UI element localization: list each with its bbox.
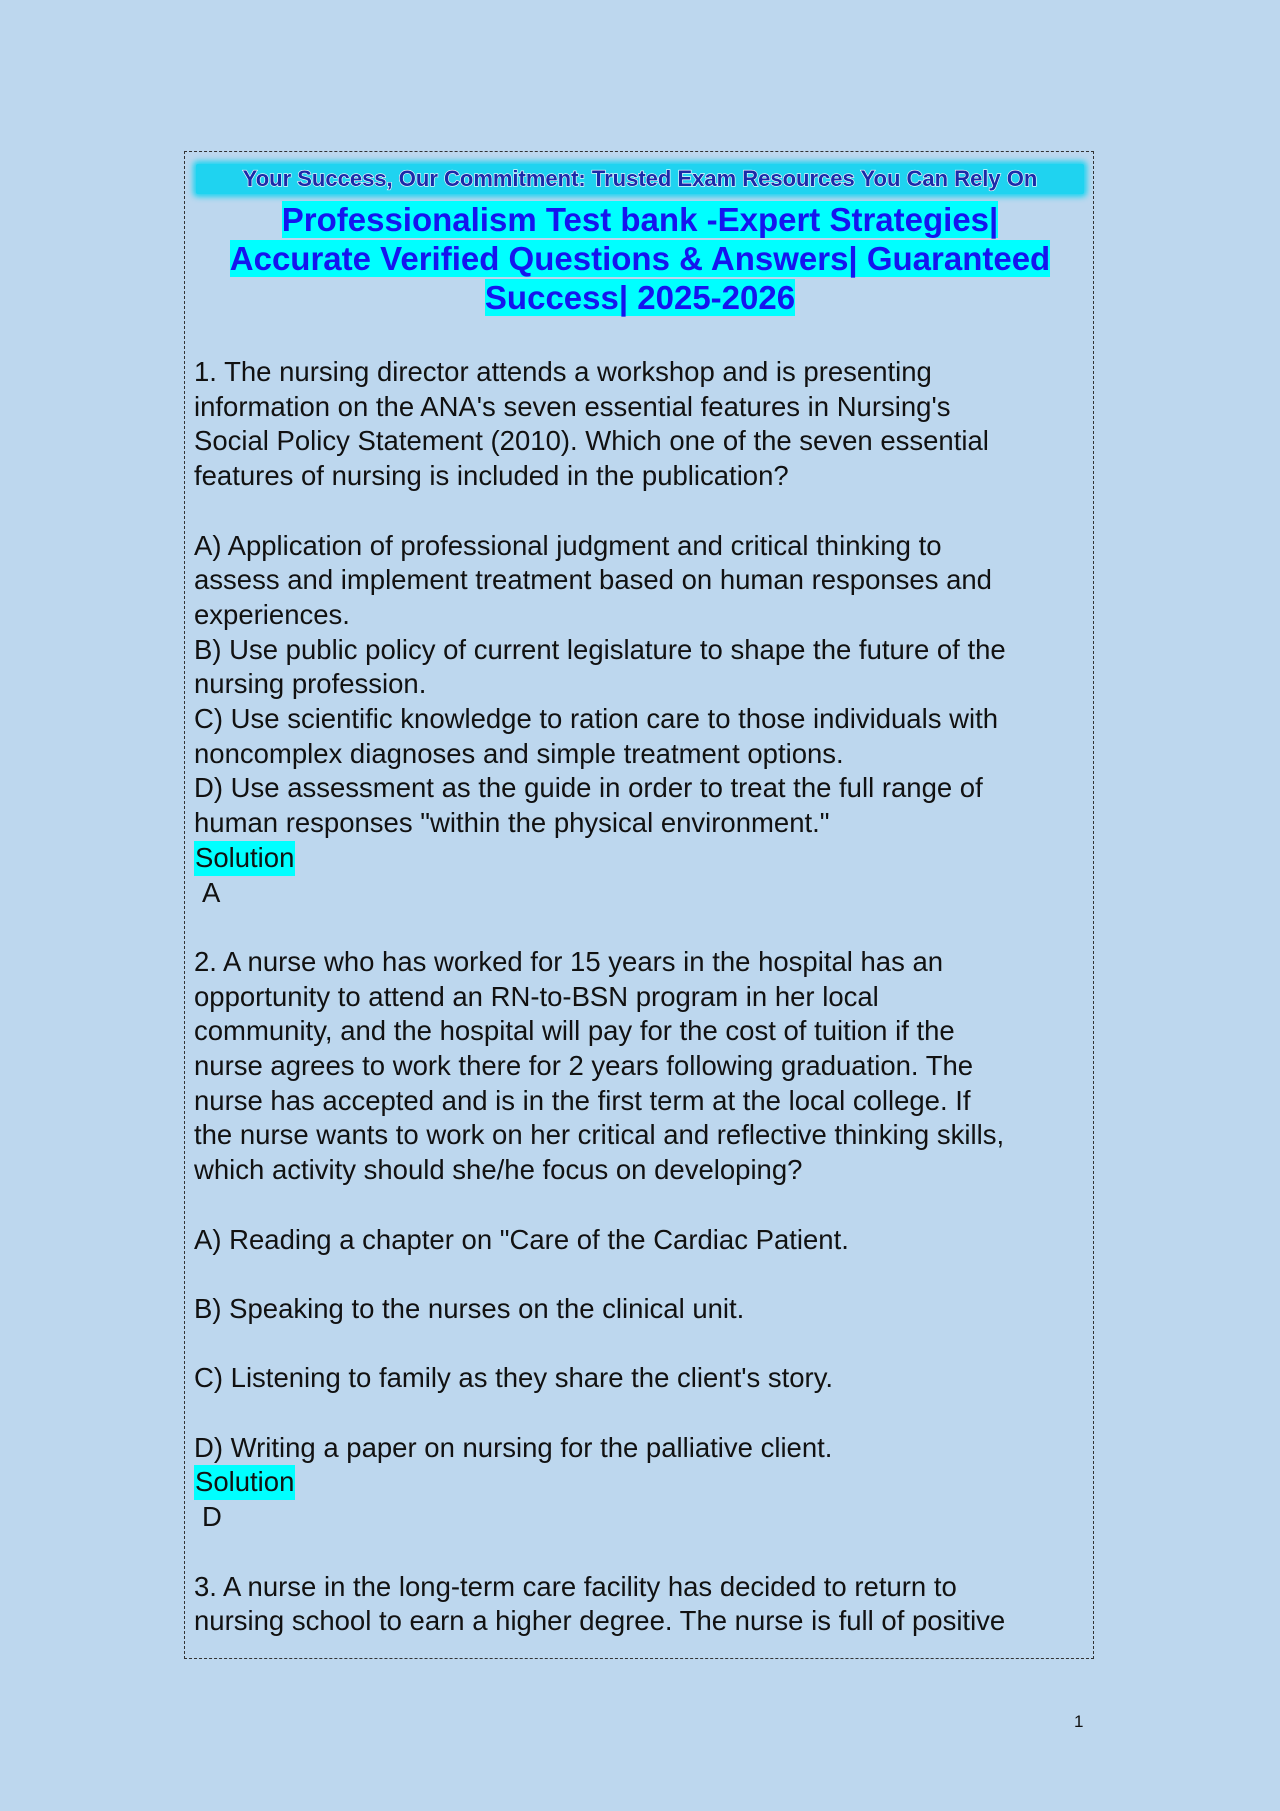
question-text-line: 3. A nurse in the long-term care facility has decided to return to [194, 1570, 957, 1602]
document-body [194, 355, 1090, 1639]
document-title [196, 200, 1084, 317]
spacer [194, 1257, 1090, 1292]
header-banner: Your Success, Our Commitment: Trusted Exam Resources You Can Rely On [196, 164, 1084, 194]
question-text-line: the nurse wants to work on her critical and reflective thinking skills, [194, 1119, 1005, 1151]
question-text-line: information on the ANA's seven essential features in Nursing's [194, 390, 951, 422]
spacer [194, 494, 1090, 529]
spacer [194, 1188, 1090, 1223]
page-number: 1 [1074, 1712, 1084, 1731]
option-line: D) Writing a paper on nursing for the palliative client. [194, 1431, 833, 1463]
question-text-line: community, and the hospital will pay for the cost of tuition if the [194, 1015, 955, 1047]
question-text-line: nurse has accepted and is in the first term at the local college. If [194, 1084, 971, 1116]
question-text-line: features of nursing is included in the publication? [194, 460, 789, 492]
option-line: human responses "within the physical environment." [194, 807, 830, 839]
title-line-2: Accurate Verified Questions & Answers| Guaranteed [229, 240, 1051, 277]
option-line: A) Application of professional judgment and critical thinking to [194, 529, 942, 561]
answer-text: A [202, 876, 221, 908]
option-line: B) Use public policy of current legislature to shape the future of the [194, 633, 1006, 665]
option-line: experiences. [194, 598, 350, 630]
option-line: C) Listening to family as they share the client's story. [194, 1362, 834, 1394]
answer-text: D [202, 1501, 222, 1533]
option-line: A) Reading a chapter on "Care of the Cardiac Patient. [194, 1223, 849, 1255]
title-line-3: Success| 2025-2026 [484, 279, 796, 316]
question-text-line: opportunity to attend an RN-to-BSN program in her local [194, 980, 879, 1012]
question-text-line: nursing school to earn a higher degree. The nurse is full of positive [194, 1605, 1006, 1637]
option-line: C) Use scientific knowledge to ration care to those individuals with [194, 703, 998, 735]
spacer [194, 1396, 1090, 1431]
question-3 [194, 1570, 1090, 1639]
question-text-line: Social Policy Statement (2010). Which one of the seven essential [194, 425, 989, 457]
option-line: assess and implement treatment based on human responses and [194, 564, 992, 596]
solution-label: Solution [194, 841, 295, 876]
spacer [194, 910, 1090, 945]
question-text-line: which activity should she/he focus on developing? [194, 1154, 803, 1186]
option-line: noncomplex diagnoses and simple treatment options. [194, 737, 844, 769]
question-1 [194, 355, 1090, 910]
option-line: D) Use assessment as the guide in order to treat the full range of [194, 772, 983, 804]
solution-label: Solution [194, 1465, 295, 1500]
question-2 [194, 945, 1090, 1535]
spacer [194, 1535, 1090, 1570]
spacer [194, 1327, 1090, 1362]
question-text-line: 2. A nurse who has worked for 15 years in the hospital has an [194, 945, 944, 977]
option-line: nursing profession. [194, 668, 427, 700]
option-line: B) Speaking to the nurses on the clinical unit. [194, 1292, 745, 1324]
title-line-1: Professionalism Test bank -Expert Strategies| [281, 201, 999, 238]
question-text-line: nurse agrees to work there for 2 years following graduation. The [194, 1050, 974, 1082]
question-text-line: 1. The nursing director attends a workshop and is presenting [194, 356, 932, 387]
